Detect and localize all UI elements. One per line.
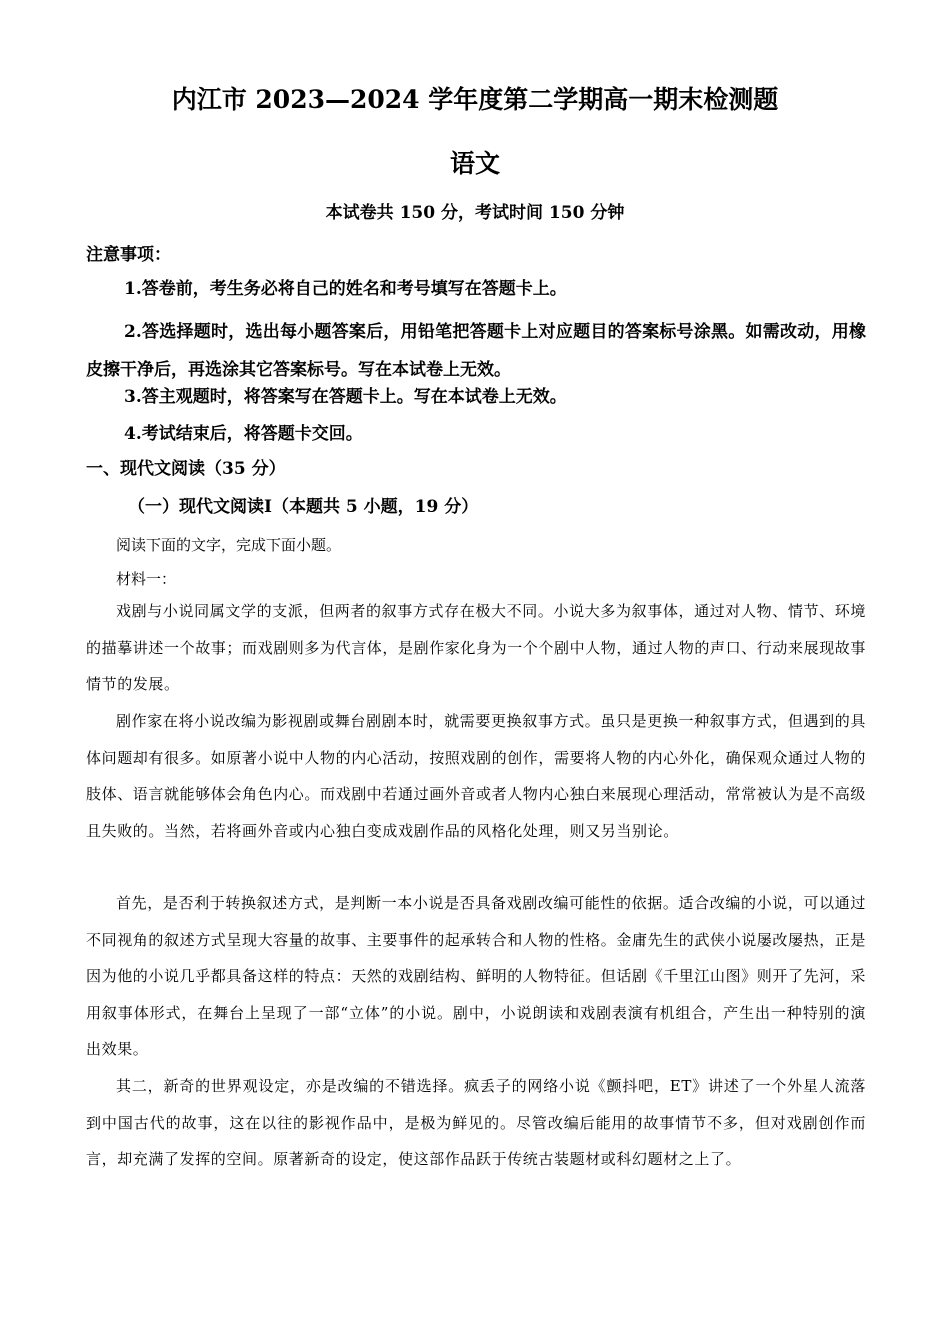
notice-heading: 注意事项： — [86, 245, 171, 265]
notice-item-1: 1.答卷前，考生务必将自己的姓名和考号填写在答题卡上。 — [124, 279, 567, 299]
paragraph-1: 戏剧与小说同属文学的支派，但两者的叙事方式存在极大不同。小说大多为叙事体，通过对人物、情节、环境的描摹讲述一个故事；而戏剧则多为代言体，是剧作家化身为一个个剧中人物，通过人物的声口、行动来展现故事情节的发展。 — [86, 602, 867, 693]
subject-title: 语文 — [449, 149, 500, 178]
exam-info: 本试卷共 150 分，考试时间 150 分钟 — [325, 203, 625, 223]
paragraph-2: 剧作家在将小说改编为影视剧或舞台剧剧本时，就需要更换叙事方式。虽只是更换一种叙事方式，但遇到的具体问题却有很多。如原著小说中人物的内心活动，按照戏剧的创作，需要将人物的内心外化，确保观众通过人物的肢体、语言就能够体会角色内心。而戏剧中若通过画外音或者人物内心独白来展现心理活动，常常被认为是不高级且失败的。当然，若将画外音或内心独白变成戏剧作品的风格化处理，则又另当别论。 — [86, 712, 867, 840]
material-label: 材料一： — [116, 570, 177, 588]
section-subheading: （一）现代文阅读Ⅰ（本题共 5 小题，19 分） — [128, 497, 479, 517]
notice-item-4: 4.考试结束后，将答题卡交回。 — [124, 424, 363, 444]
reading-instruction: 阅读下面的文字，完成下面小题。 — [116, 536, 342, 554]
notice-item-3: 3.答主观题时，将答案写在答题卡上。写在本试卷上无效。 — [124, 387, 567, 407]
paragraph-4: 其二，新奇的世界观设定，亦是改编的不错选择。疯丢子的网络小说《颤抖吧，ET》讲述了一个外星人流落到中国古代的故事，这在以往的影视作品中，是极为鲜见的。尽管改编后能用的故事情节不多，但对戏剧创作而言，却充满了发挥的空间。原著新奇的设定，使这部作品跃于传统古装题材或科幻题材之上了。 — [86, 1077, 866, 1168]
exam-title: 内江市 2023—2024 学年度第二学期高一期末检测题 — [171, 85, 779, 114]
paragraph-3: 首先，是否利于转换叙述方式，是判断一本小说是否具备戏剧改编可能性的依据。适合改编的小说，可以通过不同视角的叙述方式呈现大容量的故事、主要事件的起承转合和人物的性格。金庸先生的武侠小说屡改屡热，正是因为他的小说几乎都具备这样的特点：天然的戏剧结构、鲜明的人物特征。但话剧《千里江山图》则开了先河，采用叙事体形式，在舞台上呈现了一部“立体”的小说。剧中，小说朗读和戏剧表演有机组合，产生出一种特别的演出效果。 — [86, 894, 867, 1058]
notice-item-2: 2.答选择题时，选出每小题答案后，用铅笔把答题卡上对应题目的答案标号涂黑。如需改动，用橡皮擦干净后，再选涂其它答案标号。写在本试卷上无效。 — [86, 322, 866, 380]
section-heading: 一、现代文阅读（35 分） — [86, 459, 286, 479]
